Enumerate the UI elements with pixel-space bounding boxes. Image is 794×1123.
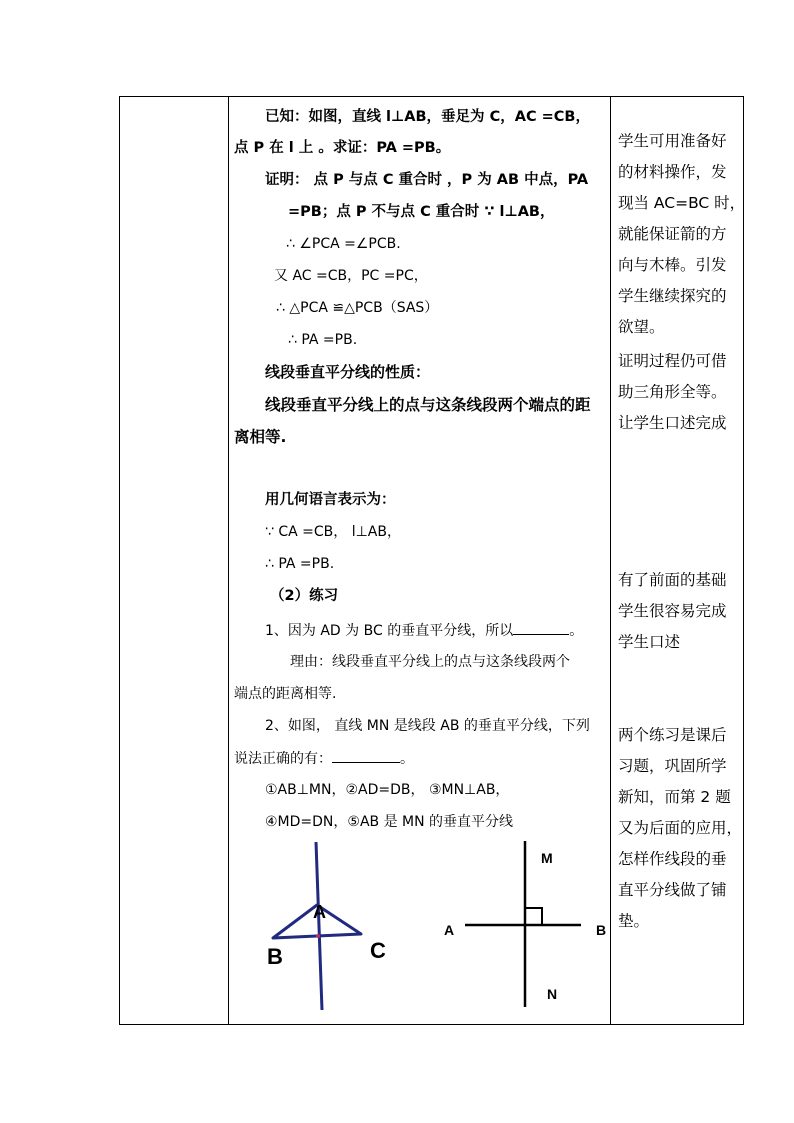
note-line: 证明过程仍可借 [618,352,727,370]
property-title: 线段垂直平分线的性质： [265,363,431,381]
note-line: 就能保证箭的方 [618,225,727,243]
note-line: 向与木棒。引发 [618,256,727,274]
exercise-options-2: ④MD=DN，⑤AB 是 MN 的垂直平分线 [265,814,514,830]
figure1-label-b: B [267,944,283,969]
note-line: 新知，而第 2 题 [618,788,731,806]
figure1-midpoint [316,934,320,938]
right-angle-mark [525,908,542,925]
exercise-q2-line-2 [234,748,414,769]
note-line: 现当 AC=BC 时， [618,194,746,212]
figure1-label-c: C [370,938,386,963]
property-line-1: 线段垂直平分线上的点与这条线段两个端点的距 [265,396,591,414]
proof-step-1: ∴ ∠PCA =∠PCB. [286,236,401,252]
geo-statement-1: ∵ CA =CB， l⊥AB， [265,524,401,540]
property-line-2: 离相等. [234,428,287,446]
q2-answer-blank [332,748,400,763]
figure2-label-a: A [444,922,455,938]
proof-line-1: 证明： 点 P 与点 C 重合时 ，P 为 AB 中点，PA [265,172,589,188]
note-line: 学生口述 [618,633,681,651]
note-line: 怎样作线段的垂 [618,850,727,868]
q1-answer-blank [513,620,569,635]
note-line: 直平分线做了铺 [618,881,727,899]
proof-step-4: ∴ PA =PB. [288,332,358,348]
note-group-1 [618,126,746,343]
given-line-2: 点 P 在 l 上 。求证：PA =PB。 [234,140,451,156]
figure-perpendicular-mn-ab [438,838,613,1010]
note-line: 习题，巩固所学 [618,757,727,775]
proof-step-3: ∴ △PCA ≌△PCB（SAS） [276,300,439,316]
note-line: 有了前面的基础 [618,571,727,589]
note-line: 欲望。 [618,318,665,336]
note-line: 让学生口述完成 [618,414,727,432]
exercise-q1 [265,620,583,641]
given-line-1: 已知：如图，直线 l⊥AB，垂足为 C，AC =CB， [265,109,590,125]
figure-triangle-abc [260,838,400,1016]
note-line: 垫。 [618,912,650,930]
note-line: 两个练习是课后 [618,726,727,744]
geo-language-title: 用几何语言表示为： [265,492,396,508]
note-group-2 [618,346,740,439]
note-line: 学生很容易完成 [618,602,727,620]
exercise-q2-end: 。 [400,751,414,767]
proof-step-2: 又 AC =CB，PC =PC， [274,268,428,284]
figure1-perpendicular-line [316,842,322,1010]
figure1-label-a: A [313,902,326,922]
figure2-label-b: B [596,922,607,938]
figure2-label-m: M [541,850,553,866]
geo-statement-2: ∴ PA =PB. [265,556,335,572]
note-group-4 [618,720,743,937]
exercise-q2-line-1: 2、如图， 直线 MN 是线段 AB 的垂直平分线，下列 [265,718,590,734]
exercise-q1-end: 。 [569,623,584,639]
exercise-reason-1: 理由：线段垂直平分线上的点与这条线段两个 [290,654,570,670]
column-divider-left [228,96,229,1025]
exercise-q2-text: 说法正确的有： [234,751,332,767]
note-line: 助三角形全等。 [618,383,727,401]
note-line: 又为后面的应用， [618,819,743,837]
figure2-label-n: N [547,986,558,1002]
exercise-title: （2）练习 [270,588,339,604]
note-line: 学生继续探究的 [618,287,727,305]
exercise-reason-2: 端点的距离相等. [234,686,337,702]
proof-line-2: =PB；点 P 不与点 C 重合时 ∵ l⊥AB， [288,204,555,220]
note-line: 的材料操作，发 [618,163,727,181]
note-group-3 [618,565,740,658]
exercise-q1-text: 1、因为 AD 为 BC 的垂直平分线，所以 [265,623,514,639]
note-line: 学生可用准备好 [618,132,727,150]
exercise-options-1: ①AB⊥MN，②AD=DB， ③MN⊥AB， [265,782,510,798]
